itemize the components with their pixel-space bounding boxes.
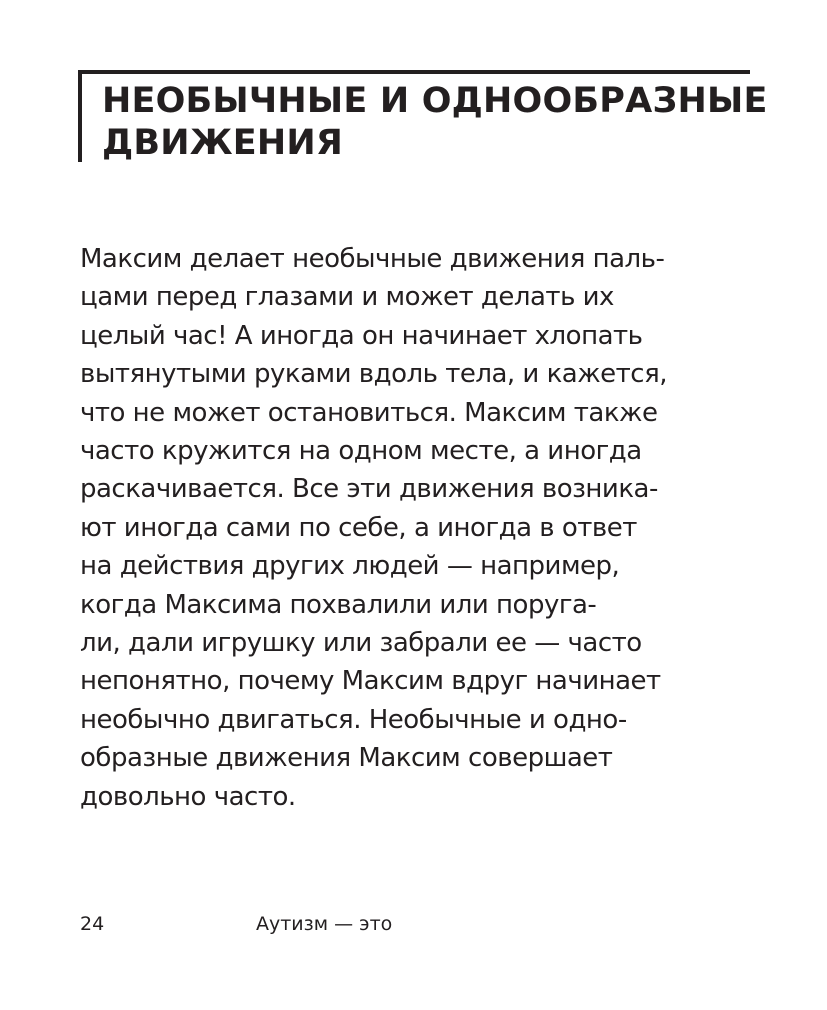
- heading-left-rule: [78, 70, 82, 162]
- body-line: образные движения Максим совершает: [80, 743, 613, 774]
- body-line: ли, дали игрушку или забрали ее — часто: [80, 628, 642, 659]
- body-line: необычно двигаться. Необычные и одно-: [80, 704, 627, 735]
- body-line: когда Максима похвалили или поруга-: [80, 589, 597, 620]
- body-line: вытянутыми руками вдоль тела, и кажется,: [80, 359, 667, 390]
- body-line: часто кружится на одном месте, а иногда: [80, 436, 642, 467]
- body-paragraph: [80, 240, 780, 816]
- body-line: на действия других людей — например,: [80, 551, 620, 582]
- body-line: непонятно, почему Максим вдруг начинает: [80, 666, 661, 697]
- body-line: ют иногда сами по себе, а иногда в ответ: [80, 512, 637, 543]
- section-heading-line: ДВИЖЕНИЯ: [102, 123, 344, 163]
- body-line: целый час! А иногда он начинает хлопать: [80, 320, 643, 351]
- body-line: что не может остановиться. Максим также: [80, 397, 658, 428]
- page-number: 24: [80, 913, 105, 935]
- body-line: Максим делает необычные движения паль-: [80, 244, 665, 274]
- section-heading-line: НЕОБЫЧНЫЕ И ОДНООБРАЗНЫЕ: [102, 81, 768, 121]
- body-line: цами перед глазами и может делать их: [80, 282, 614, 313]
- section-heading: [102, 80, 768, 164]
- heading-top-rule: [78, 70, 750, 74]
- body-line: раскачивается. Все эти движения возника-: [80, 474, 658, 505]
- running-footer-title: Аутизм — это: [256, 913, 393, 935]
- body-line: довольно часто.: [80, 781, 296, 812]
